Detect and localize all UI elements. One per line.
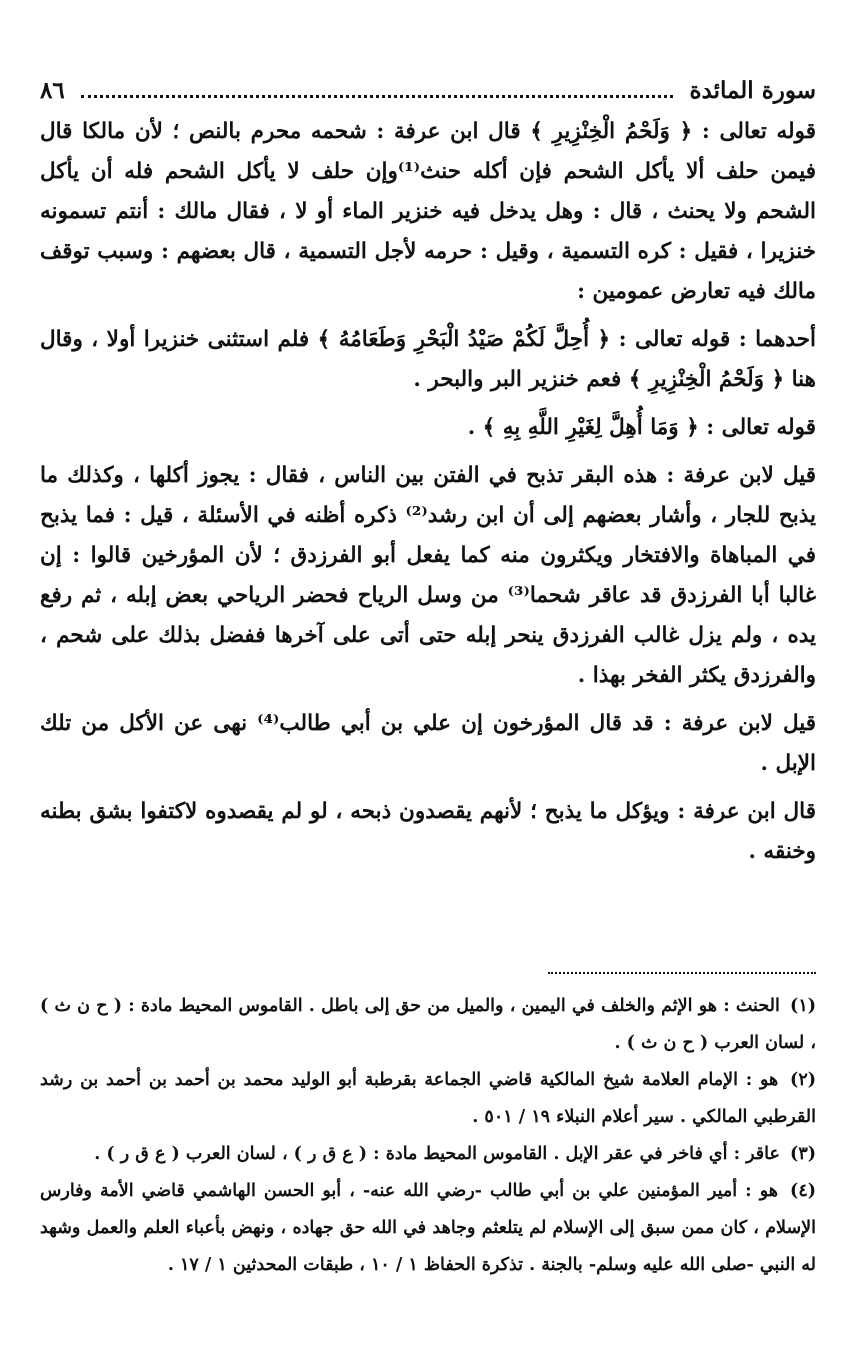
footnote-text: هو : أمير المؤمنين علي بن أبي طالب -رضي الله عنه- ، أبو الحسن الهاشمي قاضي الأمة وفارس الإسلام ، كان ممن سبق إلى الإسلام لم يتلعثم وجاهد في الله حق جهاده ، ونهض بأعباء العلم والعمل وشهد له النبي -صلى الله عليه وسلم- بالجنة . تذكرة الحفاظ ١ / ١٠ ، طبقات المحدثين ١ / ١٧ . — [40, 1181, 816, 1275]
footnote-number: (٤) — [790, 1181, 816, 1201]
footnote-number: (٢) — [790, 1070, 816, 1090]
header-dotted-leader — [81, 95, 674, 98]
footnote-text: عاقر : أي فاخر في عقر الإبل . القاموس المحيط مادة : ( ع ق ر ) ، لسان العرب ( ع ق ر ) . — [94, 1144, 780, 1164]
main-text — [40, 112, 816, 880]
paragraph: قيل لابن عرفة : هذه البقر تذبح في الفتن بين الناس ، فقال : يجوز أكلها ، وكذلك ما يذبح للجار ، وأشار بعضهم إلى أن ابن رشد⁽²⁾ ذكره أظنه في الأسئلة ، قيل : فما يذبح في المباهاة والافتخار ويكثرون منه كما يفعل أبو الفرزدق ؛ لأن المؤرخين قالوا : إن غالبا أبا الفرزدق قد عاقر شحما⁽³⁾ من وسل الرياح فحضر الرياحي بعض إبله ، ثم رفع يده ، ولم يزل غالب الفرزدق ينحر إبله حتى أتى على آخرها ففضل بذلك على شحم ، والفرزدق يكثر الفخر بهذا . — [40, 463, 816, 688]
footnotes — [40, 988, 816, 1284]
footnote — [40, 1062, 816, 1136]
footnote-text: هو : الإمام العلامة شيخ المالكية قاضي الجماعة بقرطبة أبو الوليد محمد بن أحمد بن أحمد بن رشد القرطبي المالكي . سير أعلام النبلاء ١٩ / ٥٠١ . — [40, 1070, 816, 1127]
footnote-text: الحنث : هو الإثم والخلف في اليمين ، والميل من حق إلى باطل . القاموس المحيط مادة : ( ح ن ث ) ، لسان العرب ( ح ن ث ) . — [40, 996, 816, 1053]
footnote-separator — [548, 972, 816, 974]
paragraph: قيل لابن عرفة : قد قال المؤرخون إن علي بن أبي طالب⁽⁴⁾ نهى عن الأكل من تلك الإبل . — [40, 711, 816, 776]
paragraph: قال ابن عرفة : ويؤكل ما يذبح ؛ لأنهم يقصدون ذبحه ، لو لم يقصدوه لاكتفوا بشق بطنه وخنقه . — [40, 799, 816, 864]
paragraph: قوله تعالى : ﴿ وَمَا أُهِلَّ لِغَيْرِ اللَّهِ بِهِ ﴾ . — [467, 415, 816, 440]
page-number: ٨٦ — [40, 76, 65, 104]
footnote-number: (٣) — [790, 1144, 816, 1164]
footnote — [40, 988, 816, 1062]
footnote-number: (١) — [790, 996, 817, 1016]
paragraph: قوله تعالى : ﴿ وَلَحْمُ الْخِنْزِيرِ ﴾ قال ابن عرفة : شحمه محرم بالنص ؛ لأن مالكا قال فيمن حلف ألا يأكل الشحم فإن أكله حنث⁽¹⁾وإن حلف لا يأكل الشحم فله أن يأكل الشحم ولا يحنث ، قال : وهل يدخل فيه خنزير الماء أو لا ، فقال مالك : أنتم تسمونه خنزيرا ، فقيل : كره التسمية ، وقيل : حرمه لأجل التسمية ، قال بعضهم : وسبب توقف مالك فيه تعارض عمومين : — [40, 119, 816, 304]
page-header — [40, 72, 816, 108]
paragraph: أحدهما : قوله تعالى : ﴿ أُحِلَّ لَكُمْ صَيْدُ الْبَحْرِ وَطَعَامُهُ ﴾ فلم استثنى خنزيرا أولا ، وقال هنا ﴿ وَلَحْمُ الْخِنْزِيرِ ﴾ فعم خنزير البر والبحر . — [40, 327, 816, 392]
footnote — [40, 1173, 816, 1284]
footnote — [40, 1136, 816, 1173]
surah-title: سورة المائدة — [689, 76, 816, 104]
